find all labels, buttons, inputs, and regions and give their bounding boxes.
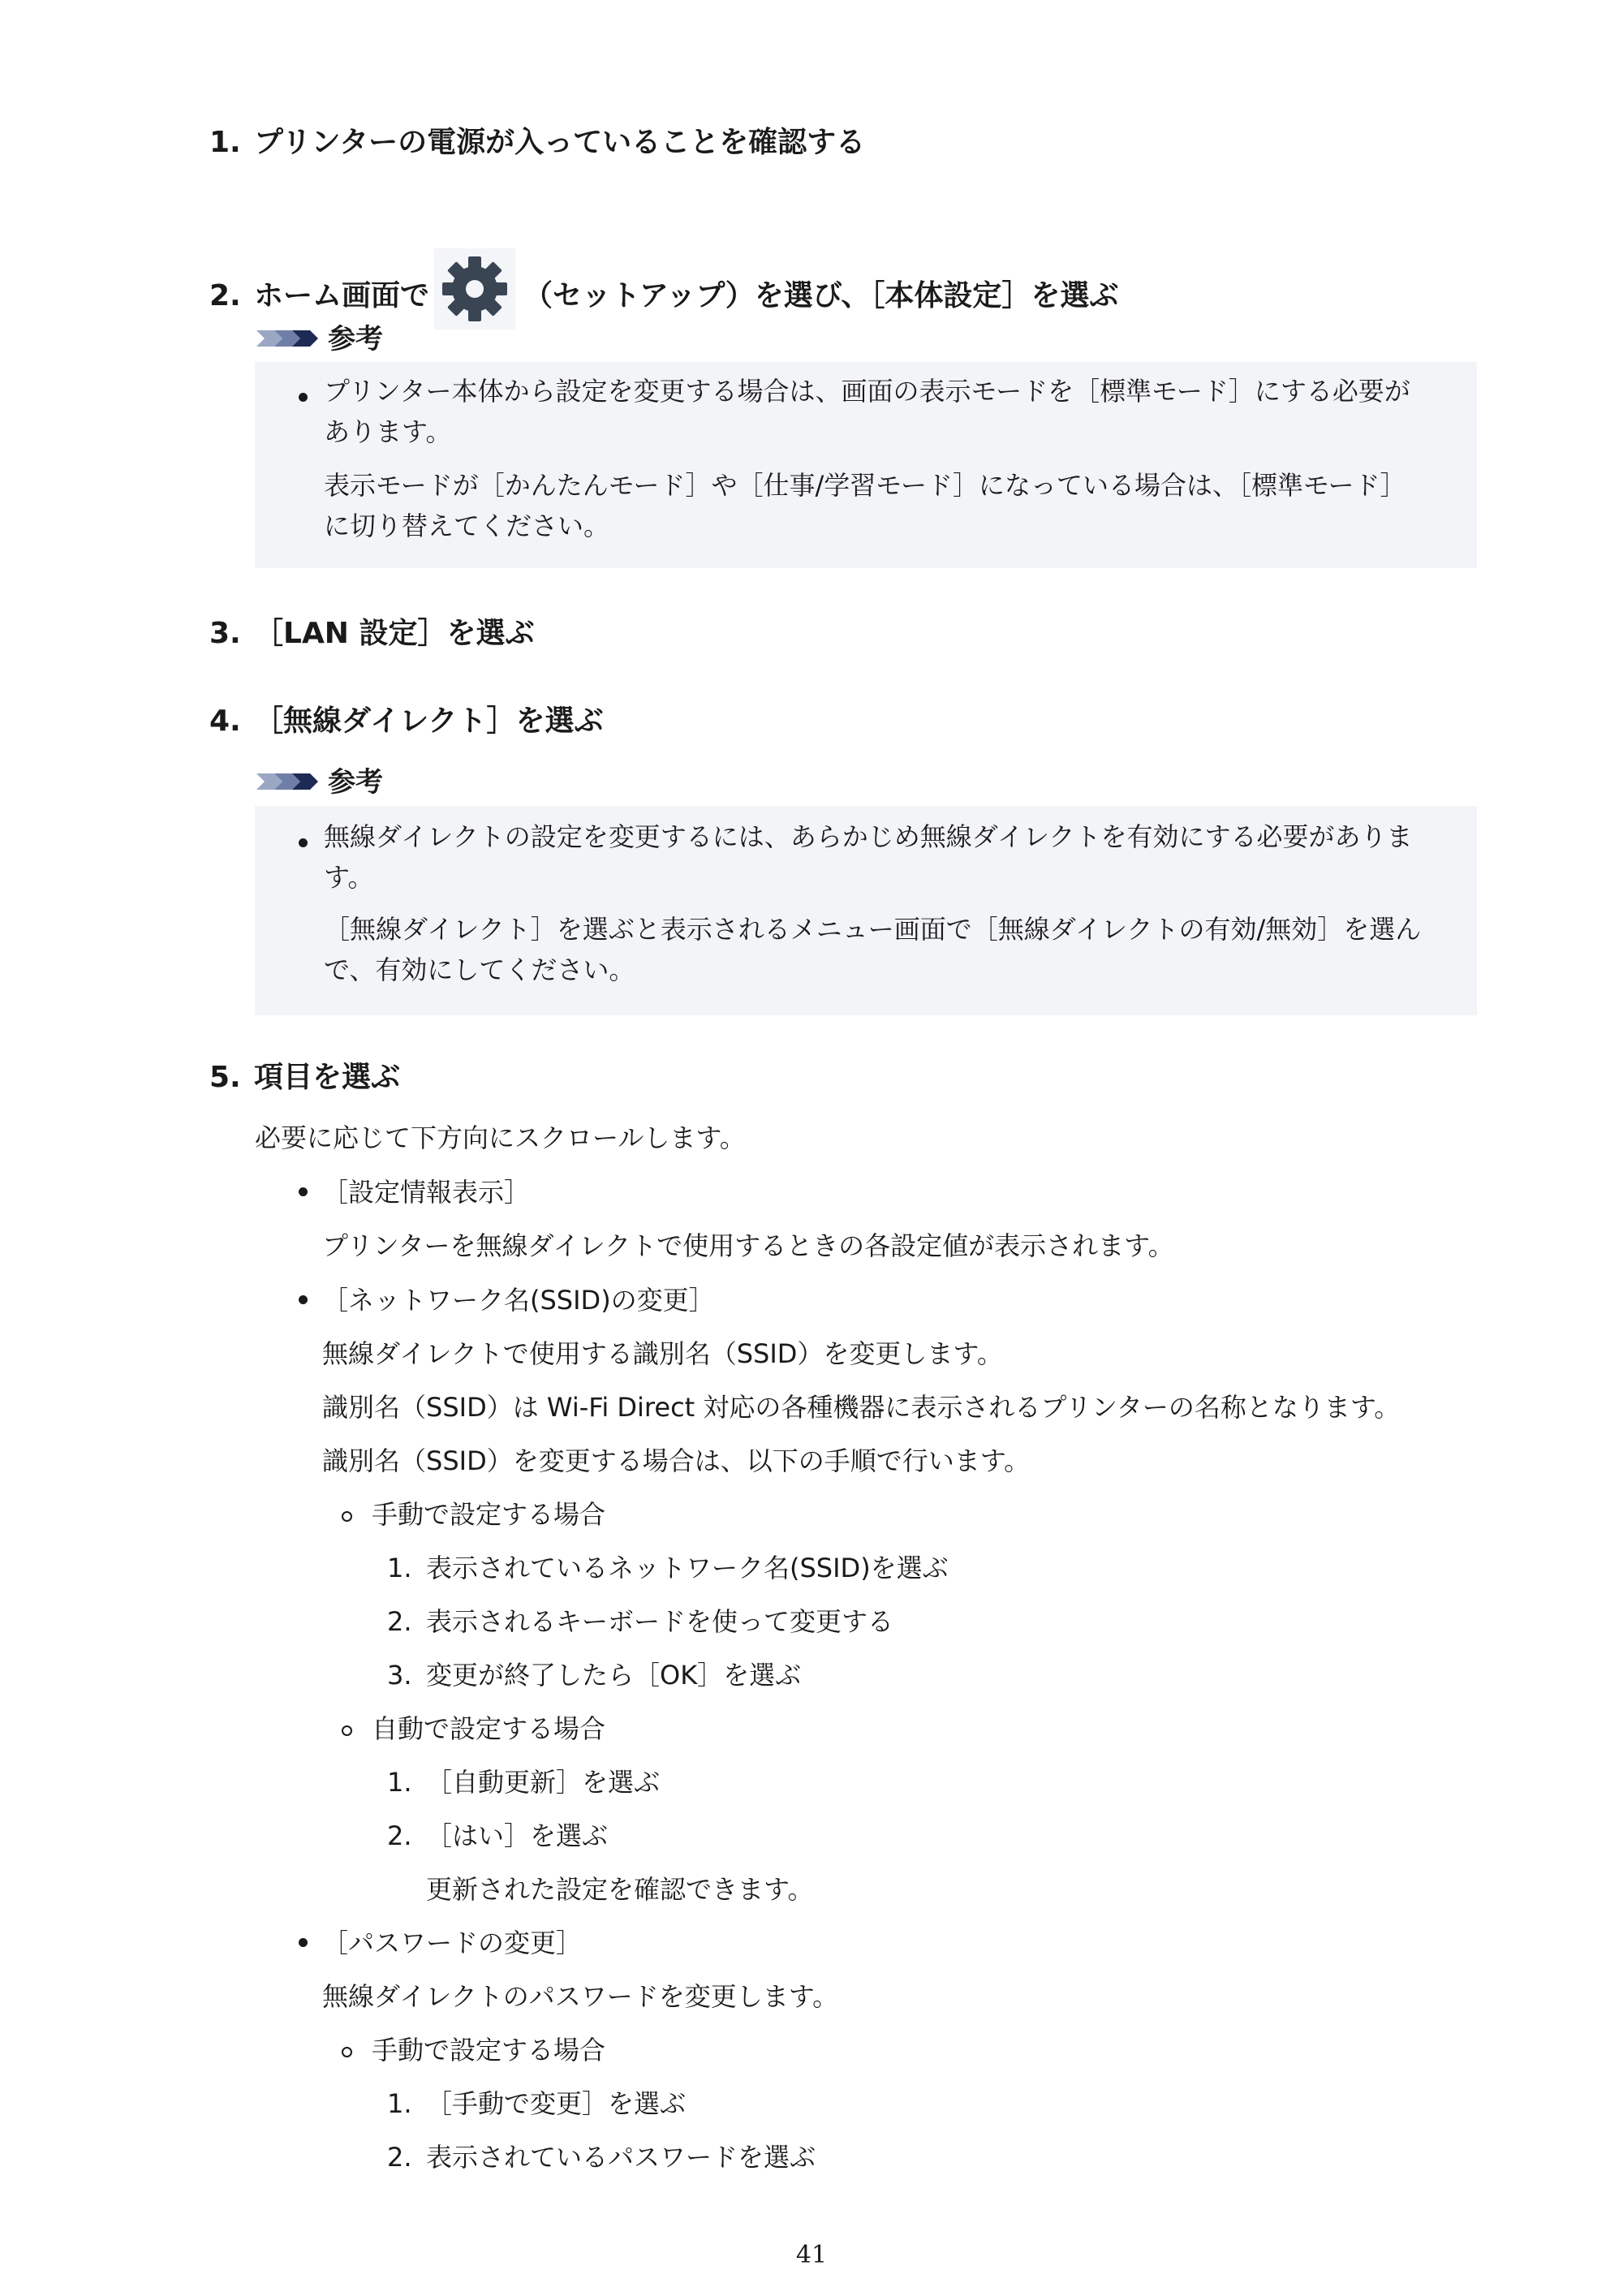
- sub-step: ［はい］を選ぶ: [426, 1820, 609, 1851]
- note-box: [255, 806, 1477, 1015]
- step-number: 4.: [209, 704, 241, 738]
- note-heading-text: 参考: [328, 323, 383, 355]
- sub-step-number: 2.: [387, 1606, 412, 1637]
- sub-step: 表示されているパスワードを選ぶ: [426, 2142, 816, 2173]
- sub-step-result: 更新された設定を確認できます。: [426, 1874, 814, 1905]
- note-box: [255, 362, 1477, 568]
- sub-step-number: 2.: [387, 2142, 412, 2173]
- step-3: [209, 616, 534, 652]
- item-label: ［設定情報表示］: [322, 1177, 531, 1208]
- item-desc: 識別名（SSID）は Wi-Fi Direct 対応の各種機器に表示されるプリンターの名称となります。: [322, 1392, 1401, 1423]
- sub-bullet-icon: [342, 2047, 352, 2057]
- item-label: ［パスワードの変更］: [322, 1928, 583, 1958]
- step-4: [209, 704, 604, 739]
- bullet-icon: [299, 1187, 308, 1196]
- step-title: プリンターの電源が入っていることを確認する: [254, 126, 866, 159]
- step-number: 2.: [209, 279, 241, 312]
- sub-step: 表示されるキーボードを使って変更する: [426, 1606, 894, 1637]
- sub-step-number: 2.: [387, 1820, 412, 1851]
- item-desc: 識別名（SSID）を変更する場合は、以下の手順で行います。: [322, 1445, 1031, 1476]
- sub-bullet-icon: [342, 1511, 352, 1522]
- sub-step-number: 1.: [387, 2088, 412, 2119]
- gear-icon: [434, 248, 515, 330]
- item-desc: 無線ダイレクトのパスワードを変更します。: [322, 1981, 839, 2012]
- step-title: 項目を選ぶ: [254, 1061, 401, 1094]
- note-line: に切り替えてください。: [324, 510, 610, 541]
- step-5: [209, 1060, 400, 1096]
- note-line: あります。: [324, 416, 452, 447]
- sub-step: ［手動で変更］を選ぶ: [426, 2088, 687, 2119]
- sub-step-number: 3.: [387, 1660, 412, 1691]
- sub-step: 変更が終了したら［OK］を選ぶ: [426, 1660, 802, 1691]
- chevrons-icon: [255, 328, 320, 349]
- chevrons-icon: [255, 771, 320, 792]
- note-heading-text: 参考: [328, 766, 383, 799]
- item-label: ［ネットワーク名(SSID)の変更］: [322, 1285, 715, 1316]
- step-number: 3.: [209, 617, 241, 650]
- note-line: で、有効にしてください。: [324, 954, 635, 985]
- item-desc: 無線ダイレクトで使用する識別名（SSID）を変更します。: [322, 1338, 1003, 1369]
- note-line: ［無線ダイレクト］を選ぶと表示されるメニュー画面で［無線ダイレクトの有効/無効］を選ん: [324, 914, 1422, 945]
- step-1: [209, 125, 865, 161]
- bullet-icon: [299, 838, 308, 847]
- step-title-after: （セットアップ）を選び、［本体設定］を選ぶ: [523, 279, 1119, 312]
- note-line: 表示モードが［かんたんモード］や［仕事/学習モード］になっている場合は、［標準モード］: [324, 470, 1406, 501]
- note-heading: [255, 766, 383, 799]
- sub-label: 手動で設定する場合: [372, 1499, 606, 1530]
- step-number: 5.: [209, 1061, 241, 1094]
- sub-step-number: 1.: [387, 1553, 412, 1583]
- bullet-icon: [299, 393, 308, 402]
- bullet-icon: [299, 1295, 308, 1304]
- step-number: 1.: [209, 126, 241, 159]
- sub-step-number: 1.: [387, 1767, 412, 1798]
- sub-bullet-icon: [342, 1725, 352, 1736]
- step-title: ［LAN 設定］を選ぶ: [254, 617, 535, 650]
- sub-label: 手動で設定する場合: [372, 2035, 606, 2066]
- note-line: す。: [324, 862, 374, 893]
- page-number: 41: [795, 2241, 828, 2269]
- bullet-icon: [299, 1938, 308, 1947]
- step-title-before: ホーム画面で: [254, 279, 430, 312]
- note-line: プリンター本体から設定を変更する場合は、画面の表示モードを［標準モード］にする必要が: [324, 376, 1410, 407]
- sub-label: 自動で設定する場合: [372, 1713, 606, 1744]
- note-line: 無線ダイレクトの設定を変更するには、あらかじめ無線ダイレクトを有効にする必要がありま: [324, 821, 1413, 852]
- note-heading: [255, 323, 383, 355]
- sub-step: 表示されているネットワーク名(SSID)を選ぶ: [426, 1553, 949, 1583]
- sub-step: ［自動更新］を選ぶ: [426, 1767, 661, 1798]
- step-title: ［無線ダイレクト］を選ぶ: [254, 704, 604, 738]
- item-desc: プリンターを無線ダイレクトで使用するときの各設定値が表示されます。: [322, 1230, 1174, 1261]
- step5-intro: 必要に応じて下方向にスクロールします。: [255, 1122, 746, 1153]
